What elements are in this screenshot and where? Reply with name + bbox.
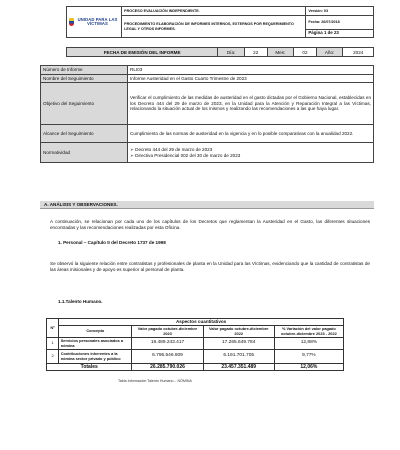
talento-humano-table (46, 318, 344, 371)
table-row (47, 364, 344, 371)
table-caption: Tabla Información Talento Humano – NÓMINA (118, 379, 192, 383)
month-value: 02 (294, 48, 317, 57)
table-row (47, 350, 344, 364)
info-key: Alcance del Seguimiento (41, 125, 128, 143)
emission-date-table (66, 47, 374, 57)
version-label: Versión: 03 (306, 7, 374, 16)
report-info-table (40, 65, 374, 163)
info-value: Informe Austeridad en el Gasto Cuarto Trimestre de 2023 (128, 74, 374, 83)
variation-cell: 12,88% (274, 338, 343, 350)
intro-paragraph: A continuación, se relacionan por cada uno de los capítulos de los Decretos que reglamentan la Austeridad en el Gasto, las diferentes situaciones encontradas y las recomendaciones realizadas por esta Oficina. (50, 219, 370, 231)
info-value: Cumplimiento de las normas de austeridad en la vigencia y en lo posible comparativas con la anualidad 2022. (128, 125, 374, 143)
total-variation: 12,06% (274, 364, 343, 371)
document-header (66, 6, 374, 38)
procedure-title: PROCEDIMIENTO ELABORACIÓN DE INFORMES INTERNOS, EXTERNOS POR REQUERIMIENTO LEGAL Y OTROS INFORMES. (122, 16, 306, 38)
value-2022-cell: 6.191.701.705 (203, 350, 274, 364)
logo-cell (67, 7, 122, 38)
variation-cell: 9,77% (274, 350, 343, 364)
info-key: Normatividad (41, 143, 128, 163)
column-header: Concepto (59, 326, 132, 338)
process-title: PROCESO EVALUACIÓN INDEPENDIENTE. (122, 7, 306, 16)
year-value: 2024 (343, 48, 374, 57)
column-header: % Variación del valor pagado octubre-diciembre 2023 - 2022 (274, 326, 343, 338)
regulation-item: ➢ Decreto 444 del 29 de marzo de 2023 (130, 147, 213, 153)
row-number: 2 (47, 350, 59, 364)
info-row (41, 143, 374, 163)
emission-date-label: FECHA DE EMISIÓN DEL INFORME (67, 48, 218, 57)
day-value: 22 (244, 48, 267, 57)
info-value (128, 143, 374, 163)
month-label: Mes: (267, 48, 294, 57)
year-label: Año: (316, 48, 343, 57)
info-key: Objetivo del Seguimiento (41, 83, 128, 125)
value-2023-cell: 19.489.243.417 (132, 338, 203, 350)
column-header: Valor pagado octubre-diciembre 2022 (203, 326, 274, 338)
coat-of-arms-icon (69, 18, 74, 26)
info-row (41, 66, 374, 75)
observation-paragraph: Se observó la siguiente relación entre contratistas y profesionales de planta en la Unidad para las Víctimas, evidenciando que la cantidad de contratistas de las áreas misionales y de apoyo es superior al personal de planta. (50, 261, 370, 273)
section-heading: A. ANÁLISIS Y OBSERVACIONES. (40, 201, 374, 209)
column-header: Valor pagado octubre-diciembre 2023 (132, 326, 203, 338)
total-label: Totales (47, 364, 132, 371)
table-row (47, 338, 344, 350)
concepto-cell: Servicios personales asociados a nómina (59, 338, 132, 350)
info-row (41, 125, 374, 143)
page-number: Página 1 de 23 (306, 30, 374, 38)
info-key: Número de Informe (41, 66, 128, 75)
info-row (41, 83, 374, 125)
subsection-title: 1. Personal – Capítulo II del Decreto 1737 de 1998 (58, 240, 166, 245)
info-value: RLI03 (128, 66, 374, 75)
total-2023: 26.285.790.026 (132, 364, 203, 371)
table-title: Aspectos cuantitativos (59, 319, 344, 326)
column-header: Nº (47, 319, 59, 338)
brand-name: UNIDAD PARA LAS VÍCTIMAS (77, 16, 118, 26)
day-label: Día: (218, 48, 245, 57)
value-2023-cell: 6.796.546.609 (132, 350, 203, 364)
brand-logo (69, 18, 119, 27)
concepto-cell: Contribuciones inherentes a la nómina sector privado y público (59, 350, 132, 364)
info-row (41, 74, 374, 83)
info-value: Verificar el cumplimiento de las medidas de austeridad en el gasto dictadas por el Gobierno Nacional, establecidas en los Decreto 444 del 29 de marzo de 2023, en la Unidad para la Atención y Reparación Integral a las Víctimas, relacionando la situación actual de los mismos y realizando las recomendaciones a las que haya lugar. (128, 83, 374, 125)
info-key: Nombre del Seguimiento (41, 74, 128, 83)
value-2022-cell: 17.265.649.784 (203, 338, 274, 350)
subsection-title: 1.1.Talento Humano. (58, 299, 103, 304)
total-2022: 23.457.351.489 (203, 364, 274, 371)
row-number: 1 (47, 338, 59, 350)
date-label: Fecha: 26/07/2018 (306, 16, 374, 30)
regulation-item: ➢ Directiva Presidencial 002 del 30 de marzo de 2023 (130, 152, 241, 158)
